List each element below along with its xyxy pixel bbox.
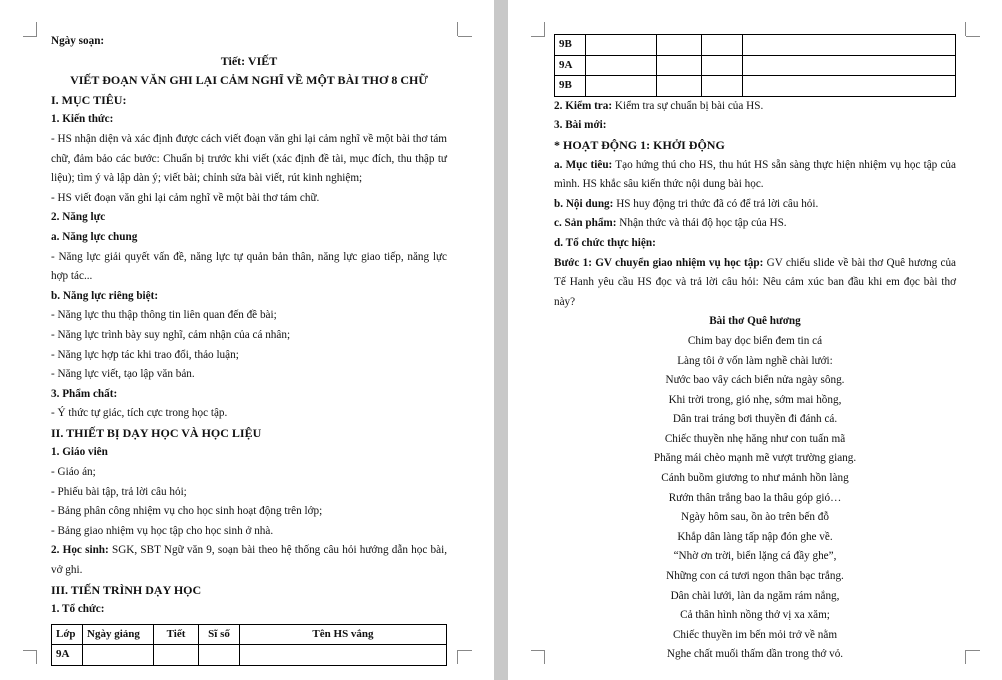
table-cell[interactable] xyxy=(240,645,447,666)
poem-title: Bài thơ Quê hương xyxy=(709,315,801,328)
table-row xyxy=(555,35,956,56)
crop-mark xyxy=(966,36,980,37)
table-cell[interactable] xyxy=(657,35,702,56)
implementation-heading: d. Tổ chức thực hiện: xyxy=(554,236,656,249)
competence-heading: 2. Năng lực xyxy=(51,211,106,224)
table-cell[interactable] xyxy=(657,76,702,97)
activity-1-heading: * HOẠT ĐỘNG 1: KHỞI ĐỘNG xyxy=(554,137,725,152)
poem-line: Khắp dân làng tấp nập đón ghe về. xyxy=(677,530,833,543)
quality-item: - Ý thức tự giác, tích cực trong học tập. xyxy=(51,407,228,420)
document-page-left[interactable] xyxy=(0,0,494,680)
poem-line: Chim bay dọc biển đem tin cá xyxy=(687,334,823,347)
student-label: 2. Học sinh: xyxy=(51,544,109,557)
document-page-right[interactable] xyxy=(508,0,1002,680)
organization-heading: 1. Tổ chức: xyxy=(51,603,105,616)
left-page-content xyxy=(51,32,447,666)
table-row xyxy=(555,76,956,97)
poem-line: Chiếc thuyền nhẹ hăng như con tuấn mã xyxy=(664,432,846,445)
poem-line: Khi trời trong, gió nhẹ, sớm mai hồng, xyxy=(668,393,842,406)
table-cell: 9A xyxy=(52,645,83,666)
table-cell[interactable] xyxy=(743,35,956,56)
poem-line: Phăng mái chèo mạnh mẽ vượt trường giang. xyxy=(653,452,857,465)
teacher-item: - Bảng giao nhiệm vụ học tập cho học sinh ở nhà. xyxy=(51,524,274,537)
table-cell[interactable] xyxy=(657,55,702,76)
table-cell[interactable] xyxy=(743,76,956,97)
table-header-cell: Tên HS vắng xyxy=(240,624,447,645)
table-header-cell: Tiết xyxy=(154,624,199,645)
section-1-heading: I. MỤC TIÊU: xyxy=(51,92,127,107)
class-attendance-table-continued xyxy=(554,34,956,97)
crop-mark xyxy=(544,22,545,36)
crop-mark xyxy=(965,22,966,36)
teacher-item: - Bảng phân công nhiệm vụ cho học sinh hoạt động trên lớp; xyxy=(51,505,323,518)
poem-line: Nghe chất muối thấm dần trong thớ vỏ. xyxy=(666,648,844,661)
knowledge-paragraph-2: - HS viết đoạn văn ghi lại cảm nghĩ về một bài thơ tám chữ. xyxy=(51,191,320,204)
class-table-wrapper xyxy=(51,624,447,666)
specific-competence-item: - Năng lực trình bày suy nghĩ, cảm nhận của cá nhân; xyxy=(51,328,291,341)
poem-line: Làng tôi ở vốn làm nghề chài lưới: xyxy=(677,354,833,367)
student-text: SGK, SBT Ngữ văn 9, soạn bài theo hệ thống câu hỏi hướng dẫn học bài, vở ghi. xyxy=(51,544,447,577)
date-line: Ngày soạn: xyxy=(51,35,105,47)
step-1-text: GV chiếu slide về bài thơ Quê hương của Tế Hanh yêu cầu HS đọc và trả lời câu hỏi: Nêu cảm xúc ban đầu khi em đọc bài thơ này? xyxy=(554,256,956,308)
table-row xyxy=(52,645,447,666)
table-header-cell: Ngày giảng xyxy=(83,624,154,645)
check-label: 2. Kiểm tra: xyxy=(554,99,613,112)
table-cell[interactable] xyxy=(586,35,657,56)
product-text: Nhận thức và thái độ học tập của HS. xyxy=(616,217,787,230)
content-text: HS huy động tri thức đã có để trả lời câu hỏi. xyxy=(613,197,819,210)
student-paragraph xyxy=(51,541,447,580)
check-line xyxy=(554,97,956,117)
table-cell[interactable] xyxy=(199,645,240,666)
crop-mark xyxy=(457,650,458,664)
table-cell[interactable] xyxy=(702,35,743,56)
poem-line: Cả thân hình nồng thở vị xa xăm; xyxy=(680,609,830,622)
step-1-label: Bước 1: GV chuyển giao nhiệm vụ học tập: xyxy=(554,256,764,269)
step-1-paragraph xyxy=(554,254,956,313)
class-attendance-table xyxy=(51,624,447,666)
knowledge-heading: 1. Kiến thức: xyxy=(51,113,114,126)
teacher-item: - Giáo án; xyxy=(51,466,96,479)
teacher-item: - Phiếu bài tập, trả lời câu hỏi; xyxy=(51,485,187,498)
teacher-heading: 1. Giáo viên xyxy=(51,446,108,459)
poem-line: Chiếc thuyền im bến mỏi trở về nằm xyxy=(672,628,838,641)
crop-mark xyxy=(457,22,458,36)
knowledge-paragraph-1: - HS nhận diện và xác định được cách viết đoạn văn ghi lại cảm nghĩ về một bài thơ tám chữ, đảm bảo các bước: Chuẩn bị trước khi viết (xác định đề tài, mục đích, thu thập tư liệu); tìm ý và lập dàn ý; viết bài; chỉnh sửa bài viết, rút kinh nghiệm; xyxy=(51,132,447,185)
general-competence-paragraph: - Năng lực giải quyết vấn đề, năng lực tự quản bản thân, năng lực giao tiếp, năng lực hợp tác... xyxy=(51,250,447,283)
crop-mark xyxy=(23,36,37,37)
crop-mark xyxy=(966,650,980,651)
specific-competence-item: - Năng lực viết, tạo lập văn bản. xyxy=(51,368,195,381)
crop-mark xyxy=(23,650,37,651)
crop-mark xyxy=(965,650,966,664)
table-cell[interactable] xyxy=(586,55,657,76)
table-cell[interactable] xyxy=(702,76,743,97)
poem-line: Cánh buồm giương to như mảnh hồn làng xyxy=(661,472,849,485)
table-cell[interactable] xyxy=(743,55,956,76)
section-2-heading: II. THIẾT BỊ DẠY HỌC VÀ HỌC LIỆU xyxy=(51,425,262,440)
crop-mark xyxy=(458,36,472,37)
table-cell[interactable] xyxy=(702,55,743,76)
product-label: c. Sản phẩm: xyxy=(554,217,617,230)
table-cell[interactable] xyxy=(586,76,657,97)
poem-line: Những con cá tươi ngon thân bạc trắng. xyxy=(666,570,844,583)
table-row xyxy=(555,55,956,76)
goal-paragraph xyxy=(554,156,956,195)
right-page-content xyxy=(554,34,956,665)
goal-text: Tạo hứng thú cho HS, thu hút HS sẵn sàng thực hiện nhiệm vụ học tập của mình. HS khắc sâu kiến thức nội dung bài học. xyxy=(554,158,956,191)
specific-competence-item: - Năng lực hợp tác khi trao đổi, thảo luận; xyxy=(51,348,239,361)
poem-line: Ngày hôm sau, ồn ào trên bến đỗ xyxy=(681,511,829,524)
table-cell[interactable] xyxy=(154,645,199,666)
table-header-cell: Lớp xyxy=(52,624,83,645)
lesson-title: VIẾT ĐOẠN VĂN GHI LẠI CẢM NGHĨ VỀ MỘT BÀI THƠ 8 CHỮ xyxy=(70,73,428,88)
table-cell: 9B xyxy=(555,76,586,97)
goal-label: a. Mục tiêu: xyxy=(554,158,613,171)
crop-mark xyxy=(531,650,545,651)
lesson-line: Tiết: VIẾT xyxy=(220,53,278,68)
crop-mark xyxy=(36,22,37,36)
specific-competence-heading: b. Năng lực riêng biệt: xyxy=(51,289,159,302)
quality-heading: 3. Phẩm chất: xyxy=(51,387,118,400)
table-cell[interactable] xyxy=(83,645,154,666)
table-cell: 9B xyxy=(555,35,586,56)
poem-line: Dân chài lưới, làn da ngăm rám nắng, xyxy=(670,589,840,602)
section-3-heading: III. TIẾN TRÌNH DẠY HỌC xyxy=(51,582,202,597)
poem-line: Rướn thân trắng bao la thâu góp gió… xyxy=(668,491,842,504)
new-lesson-heading: 3. Bài mới: xyxy=(554,119,607,132)
general-competence-heading: a. Năng lực chung xyxy=(51,230,138,243)
table-header-cell: Sĩ số xyxy=(199,624,240,645)
poem-line: Nước bao vây cách biển nửa ngày sông. xyxy=(665,374,845,387)
product-line xyxy=(554,214,956,234)
check-text: Kiểm tra sự chuẩn bị bài của HS. xyxy=(612,99,764,112)
crop-mark xyxy=(36,650,37,664)
specific-competence-item: - Năng lực thu thập thông tin liên quan đến đề bài; xyxy=(51,309,277,322)
poem-line: “Nhờ ơn trời, biển lặng cá đầy ghe”, xyxy=(673,550,837,563)
content-line xyxy=(554,195,956,215)
crop-mark xyxy=(544,650,545,664)
poem-line: Dân trai tráng bơi thuyền đi đánh cá. xyxy=(672,413,838,426)
page-gutter xyxy=(494,0,508,680)
table-cell: 9A xyxy=(555,55,586,76)
content-label: b. Nội dung: xyxy=(554,197,614,210)
crop-mark xyxy=(531,36,545,37)
crop-mark xyxy=(458,650,472,651)
table-header-row xyxy=(52,624,447,645)
